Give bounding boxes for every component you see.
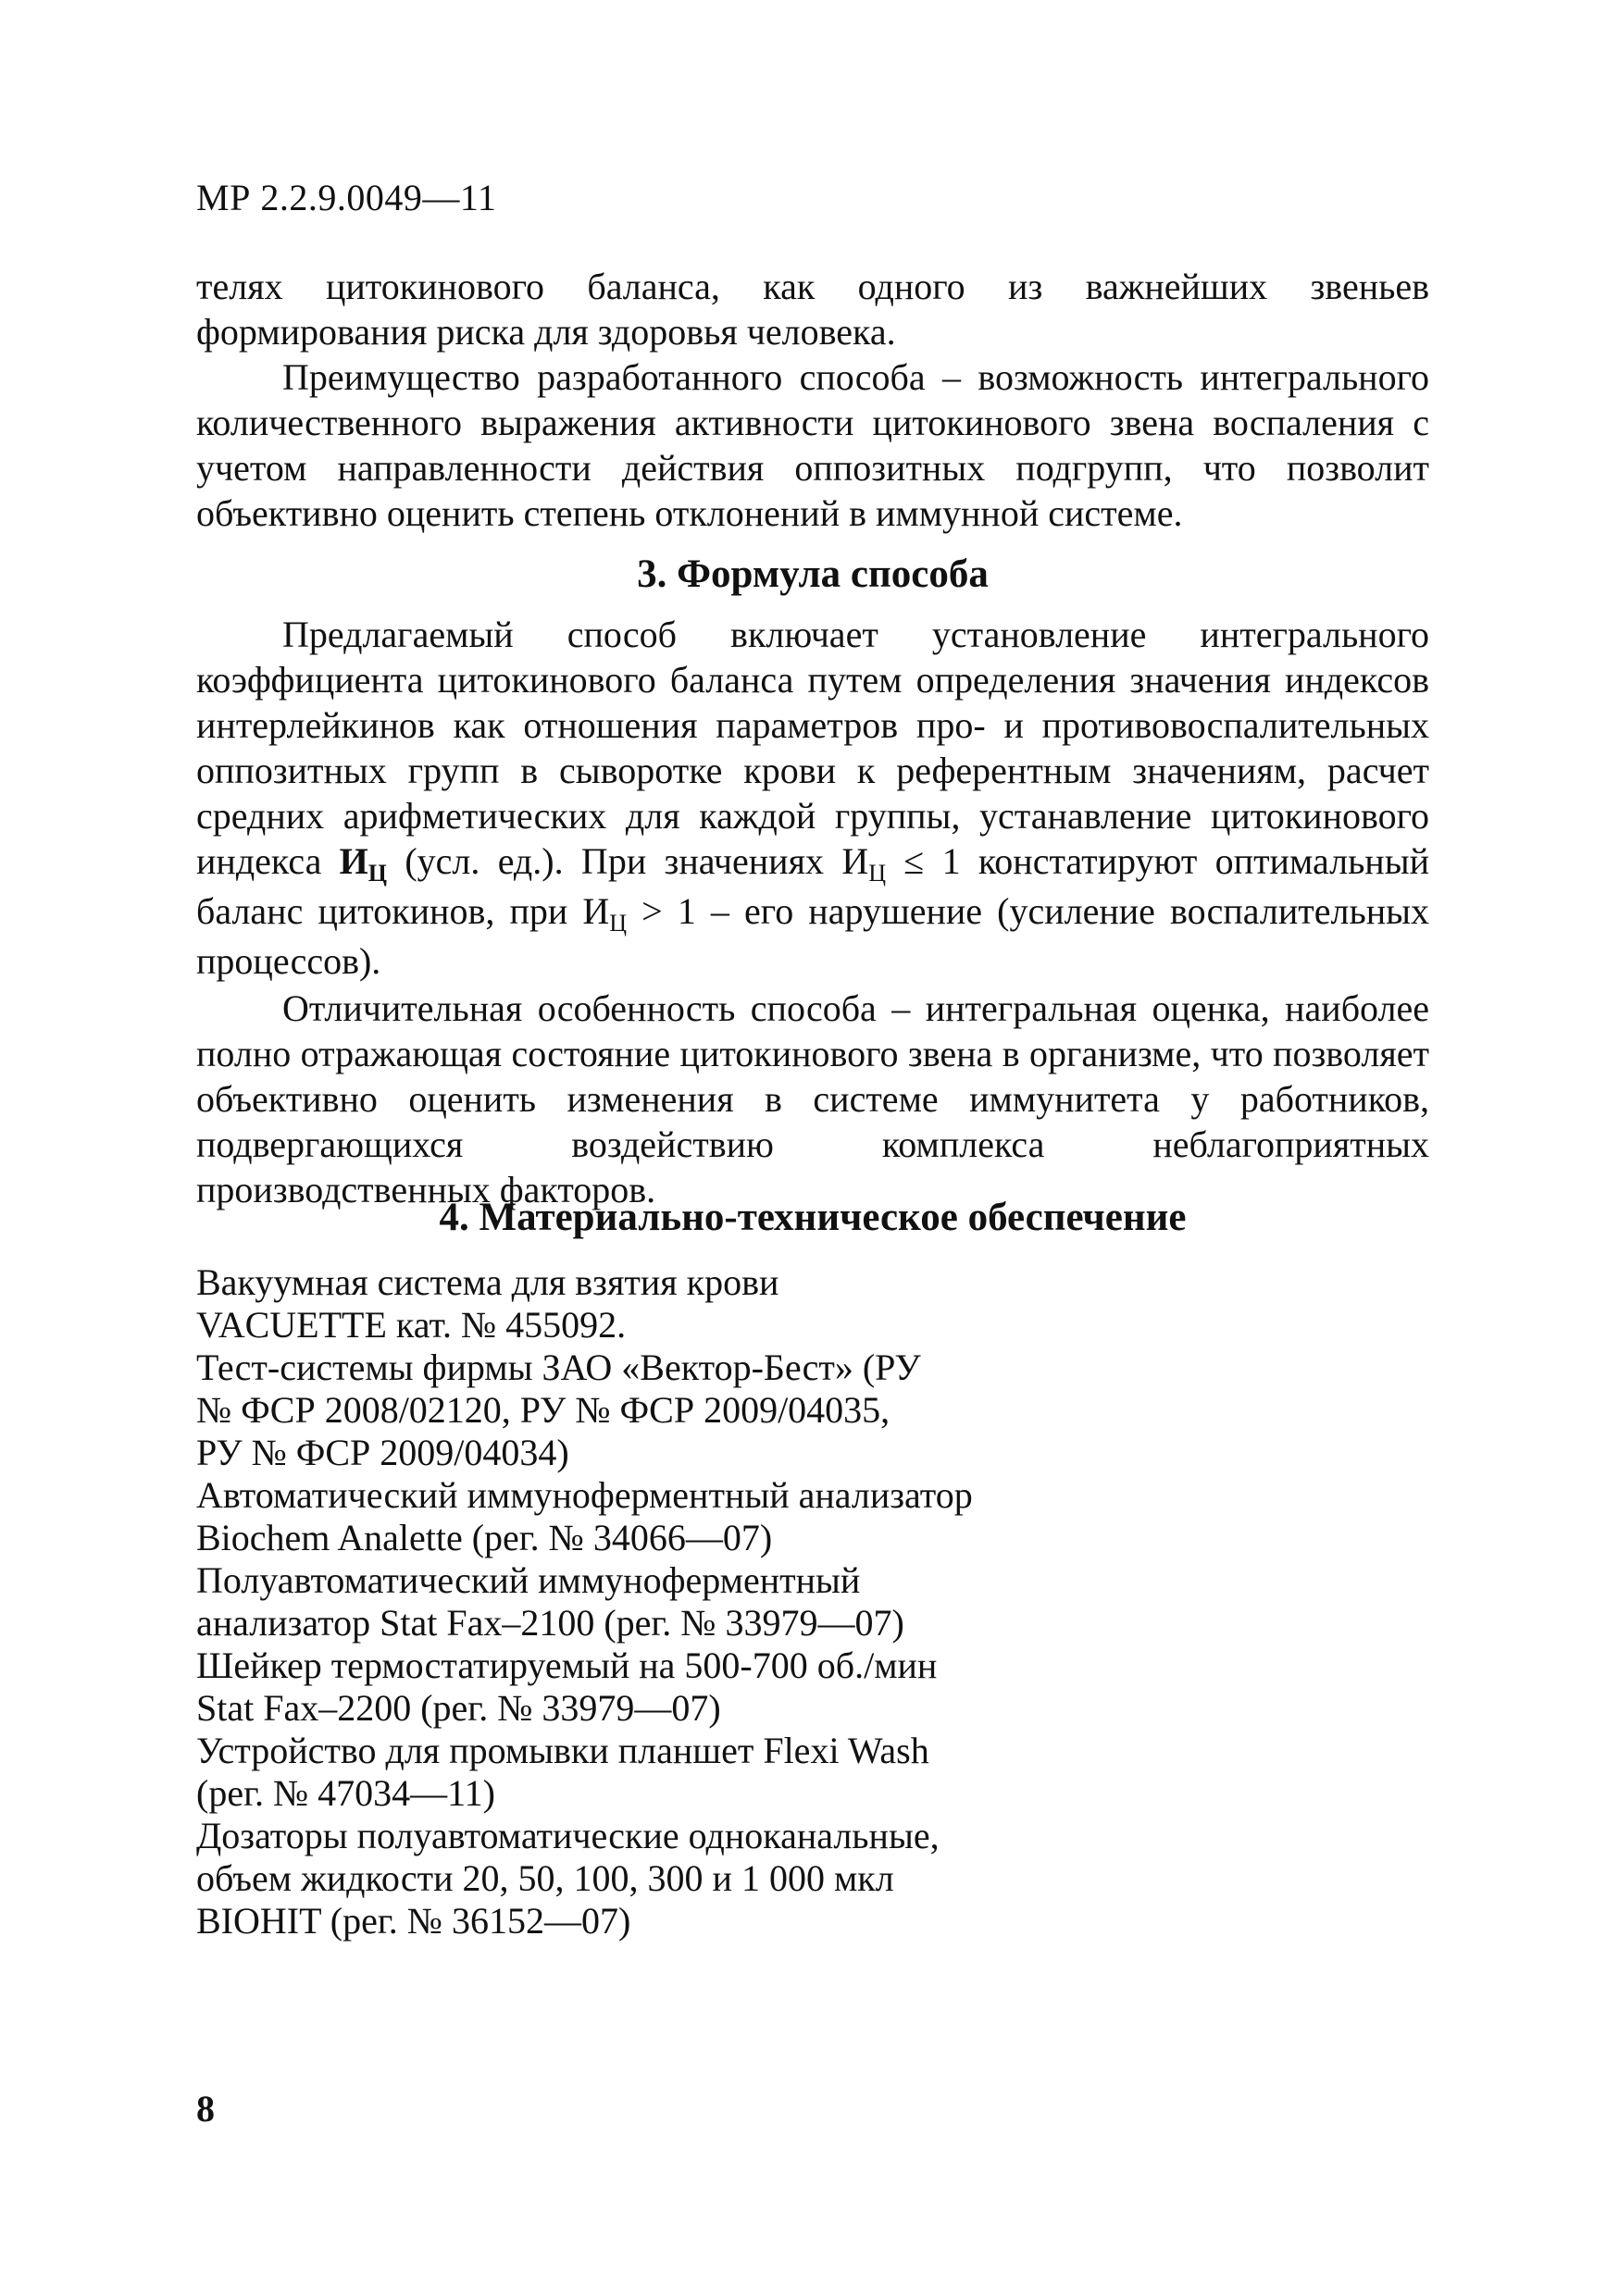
page-number: 8	[196, 2088, 215, 2129]
equipment-list	[196, 1261, 1429, 1942]
section-4-heading-block	[196, 1194, 1429, 1242]
section-3	[196, 551, 1429, 1212]
condition-index-symbol-2: $И_Ц$	[582, 890, 628, 937]
condition-index-symbol-1: $И_Ц$	[841, 840, 886, 887]
equipment-line: Автоматический иммуноферментный анализатор	[196, 1474, 973, 1516]
equipment-line: Biochem Analette (рег. № 34066—07)	[196, 1517, 773, 1558]
section-3-heading: 3. Формула способа	[637, 552, 989, 596]
equipment-line: Stat Fax–2200 (рег. № 33979—07)	[196, 1687, 721, 1729]
method-text-part2: (усл. ед.). При значениях	[387, 840, 842, 882]
section-4-heading: 4. Материально-техническое обеспечение	[439, 1196, 1187, 1239]
equipment-line: Вакуумная система для взятия крови	[196, 1261, 779, 1303]
equipment-line: Дозаторы полуавтоматические одноканальные,	[196, 1815, 940, 1856]
equipment-line: Тест-системы фирмы ЗАО «Вектор-Бест» (РУ	[196, 1347, 921, 1388]
document-code: МР 2.2.9.0049—11	[196, 177, 497, 218]
equipment-line: Шейкер термостатируемый на 500-700 об./мин	[196, 1644, 938, 1686]
cytokine-index-symbol: $И_Ц$	[339, 840, 388, 887]
equipment-line: BIOHIT (рег. № 36152—07)	[196, 1900, 631, 1942]
equipment-line: объем жидкости 20, 50, 100, 300 и 1 000 мкл	[196, 1857, 894, 1899]
intro-section	[196, 264, 1429, 536]
intro-paragraph-continued: телях цитокинового баланса, как одного из важнейших звеньев формирования риска для здоровья человека.	[196, 266, 1429, 353]
equipment-line: Устройство для промывки планшет Flexi Wash	[196, 1730, 929, 1771]
equipment-line: VACUETTE кат. № 455092.	[196, 1304, 627, 1346]
equipment-line: № ФСР 2008/02120, РУ № ФСР 2009/04035,	[196, 1389, 890, 1431]
section-3-paragraph-method	[196, 612, 1429, 984]
equipment-line: РУ № ФСР 2009/04034)	[196, 1432, 569, 1473]
equipment-line: анализатор Stat Fax–2100 (рег. № 33979—07)	[196, 1602, 904, 1644]
section-3-paragraph-feature: Отличительная особенность способа – интегральная оценка, наиболее полно отражающая состояние цитокинового звена в организме, что позволяет объективно оценить изменения в системе иммунитета у работников, подвергающихся воздействию комплекса неблагоприятных производственных факторов.	[196, 987, 1429, 1210]
equipment-line: Полуавтоматический иммуноферментный	[196, 1559, 861, 1601]
method-text-part4: > 1 – его нарушение (усиление воспалительных процессов).	[196, 890, 1430, 982]
method-text-part3: ≤ 1 констатируют оптимальный баланс цитокинов, при	[196, 840, 1429, 932]
equipment-line: (рег. № 47034—11)	[196, 1772, 495, 1814]
intro-paragraph-advantage: Преимущество разработанного способа – возможность интегрального количественного выражения активности цитокинового звена воспаления с учетом направленности действия оппозитных подгрупп, что позволит объективно оценить степень отклонений в иммунной системе.	[196, 356, 1429, 534]
method-text-part1: Предлагаемый способ включает установление интегрального коэффициента цитокинового баланса путем определения значения индексов интерлейкинов как отношения параметров про- и противовоспалительных оппозитных групп в сыворотке крови к референтным значениям, расчет средних арифметических для каждой группы, устанавление цитокинового индекса	[196, 614, 1429, 882]
